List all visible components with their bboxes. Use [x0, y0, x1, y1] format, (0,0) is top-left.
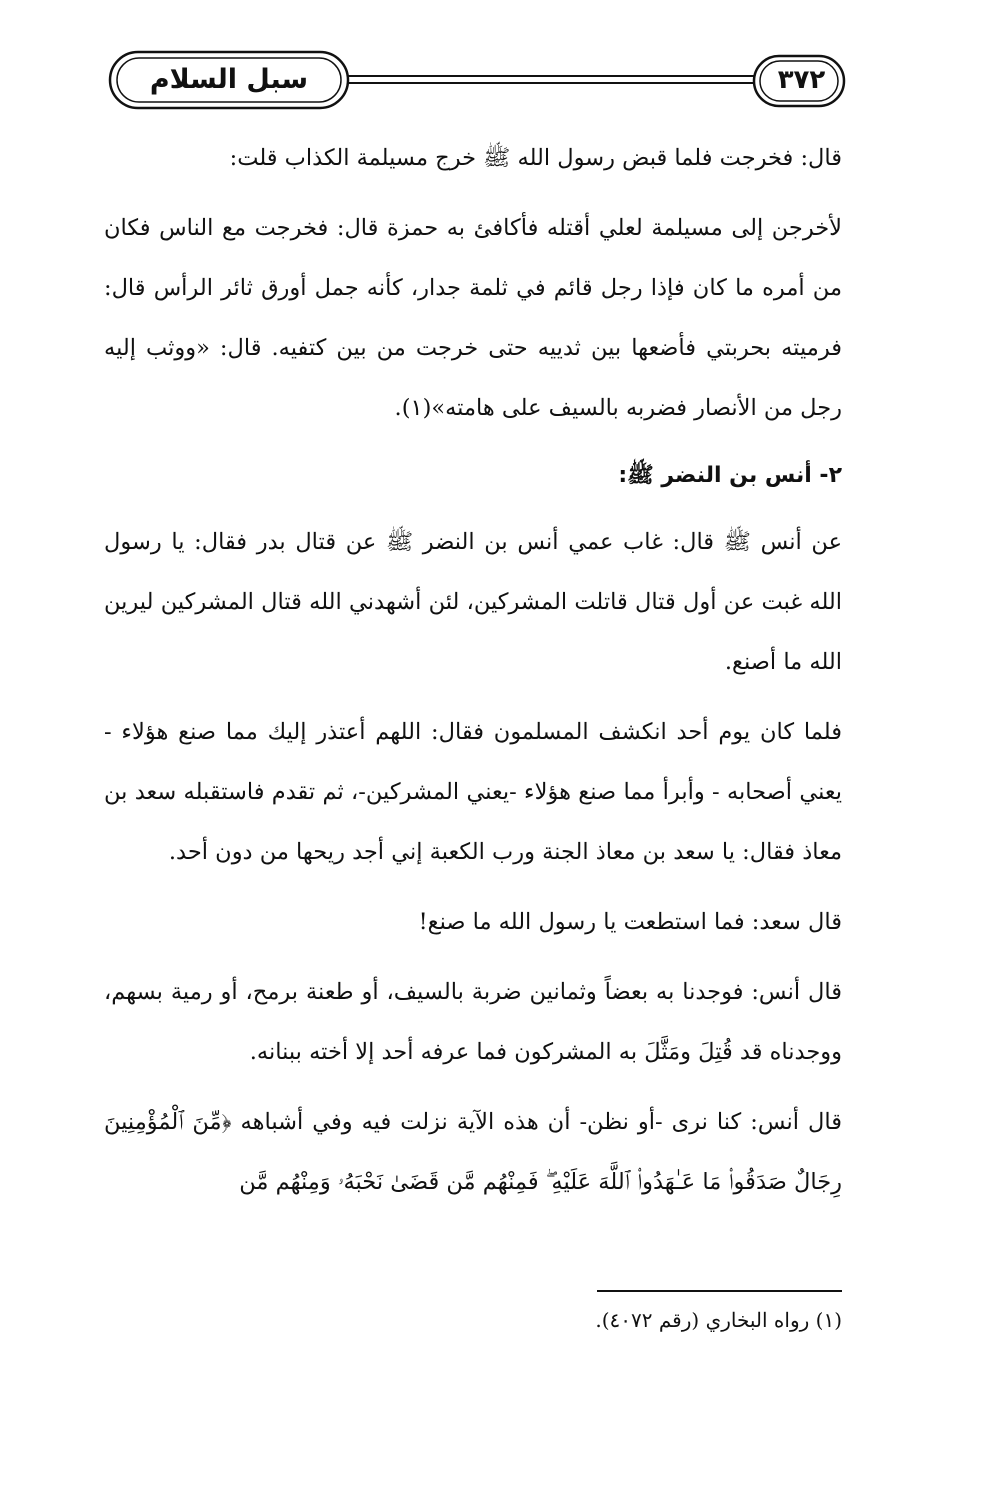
page-body — [104, 128, 842, 1222]
quran-verse: ﴿مِّنَ ٱلْمُؤْمِنِينَ رِجَالٌ صَدَقُوا۟ مَا عَـٰهَدُوا۟ ٱللَّهَ عَلَيْهِ ۖ فَمِنْهُم مَّن قَضَىٰ نَحْبَهُۥ وَمِنْهُم مَّن — [104, 1109, 842, 1195]
footnote: (١) رواه البخاري (رقم ٤٠٧٢). — [595, 1308, 842, 1332]
paragraph-musaylima-intro: قال: فخرجت فلما قبض رسول الله ﷺ خرج مسيلمة الكذاب قلت: — [229, 145, 842, 171]
paragraph-wahshi-account: لأخرجن إلى مسيلمة لعلي أقتله فأكافئ به حمزة قال: فخرجت مع الناس فكان من أمره ما كان فإذا رجل قائم في ثلمة جدار، كأنه جمل أورق ثائر الرأس قال: فرميته بحربتي فأضعها بين ثدييه حتى خرجت من بين كتفيه. قال: «ووثب إليه رجل من الأنصار فضربه بالسيف على هامته»(١). — [104, 215, 842, 421]
running-title: سبل السلام — [149, 64, 309, 95]
paragraph-wounds: قال أنس: فوجدنا به بعضاً وثمانين ضربة بالسيف، أو طعنة برمح، أو رمية بسهم، ووجدناه قد قُتِلَ ومَثَّلَ به المشركون فما عرفه أحد إلا أخته ببنانه. — [104, 979, 842, 1065]
footnote-separator — [597, 1290, 842, 1292]
verse-intro-text: قال أنس: كنا نرى -أو نظن- أن هذه الآية نزلت فيه وفي أشباهه — [240, 1109, 842, 1135]
paragraph-verse-context — [104, 1092, 842, 1212]
page-header — [104, 40, 849, 130]
page-number: ٣٧٢ — [777, 65, 826, 95]
paragraph-uhud: فلما كان يوم أحد انكشف المسلمون فقال: اللهم أعتذر إليك مما صنع هؤلاء - يعني أصحابه - وأبرأ مما صنع هؤلاء -يعني المشركين-، ثم تقدم فاستقبله سعد بن معاذ فقال: يا سعد بن معاذ الجنة ورب الكعبة إني أجد ريحها من دون أحد. — [104, 719, 842, 865]
paragraph-anas-badr: عن أنس ﷺ قال: غاب عمي أنس بن النضر ﷺ عن قتال بدر فقال: يا رسول الله غبت عن أول قتال قاتلت المشركين، لئن أشهدني الله قتال المشركين ليرين الله ما أصنع. — [104, 529, 842, 675]
paragraph-saad: قال سعد: فما استطعت يا رسول الله ما صنع! — [418, 909, 842, 935]
section-heading-anas-bin-al-nadr: ٢- أنس بن النضر ﷺ: — [618, 463, 842, 488]
